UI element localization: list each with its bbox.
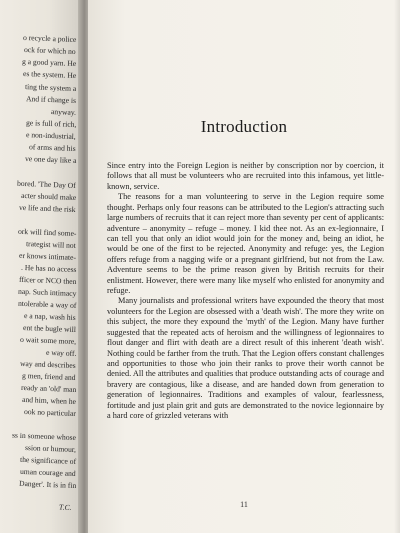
left-page-line: bored. 'The Day Of: [17, 178, 77, 190]
left-page-signature: T.C.: [59, 502, 73, 512]
page-edge-shadow: [394, 0, 400, 533]
left-page: [0, 0, 82, 533]
left-page-line: ge is full of rich,: [25, 118, 77, 129]
left-page-line: ntolerable a way of: [17, 298, 77, 310]
left-page-line: ve life and the risk: [19, 202, 77, 214]
left-page-line: acter should make: [20, 190, 77, 202]
left-page-line: way and describes: [20, 358, 77, 370]
left-page-line: ork will find some-: [17, 226, 77, 238]
body-text: [107, 161, 384, 422]
left-page-line: ting the system a: [24, 82, 77, 93]
left-page-line: And if change is: [25, 94, 77, 105]
left-page-line: uman courage and: [20, 466, 77, 478]
left-page-line: of arms and his: [29, 142, 77, 153]
left-page-line: ssion or humour,: [24, 443, 77, 454]
left-page-line: ve one day like a: [24, 154, 77, 165]
left-page-line: ss in someone whose: [11, 430, 77, 442]
page-number: 11: [240, 500, 248, 509]
left-page-line: ook no particular: [24, 407, 77, 418]
left-page-line: e a nap, wash his: [24, 311, 77, 322]
left-page-line: fficer or NCO then: [18, 274, 77, 286]
left-page-line: . He has no access: [20, 262, 77, 274]
left-page-line: ready an 'old' man: [20, 382, 77, 394]
left-page-line: ent the bugle will: [22, 322, 77, 334]
left-page-line: and him, when he: [21, 394, 77, 406]
left-page-line: nap. Such intimacy: [17, 286, 77, 298]
left-page-line: trategist will not: [26, 239, 77, 250]
left-page-line: Danger'. It is in fin: [18, 478, 77, 490]
paragraph-1: Since entry into the Foreign Legion is neither by conscription nor by coercion, it follows that all must be volunteers who are recruited into this infamous, yet little-known, service.: [107, 161, 384, 191]
left-page-line: e non-industrial,: [26, 130, 77, 141]
left-page-line: g a good yarn. He: [21, 56, 77, 68]
right-page: [88, 0, 400, 533]
left-page-line: o wait some more,: [19, 334, 77, 346]
paragraph-2: The reasons for a man volunteering to serve in the Legion require some thought. Perhaps only four reasons can be attributed to the Legion's attracting such large numbers of recruits that it can reject more than seventy per cent of applicants: adventure – anonymity – refuge – money. I kid thee not. As an ex-legionnaire, I can tell you that only an idiot would join for the money and, being an idiot, he would be one of the first to be rejected. Anonymity and refuge: yes, the Legion offers refuge from a nagging wife or a pregnant girlfriend, but not from the Law. Adventure seems to be the prime reason given by British recruits for their enlistment. However, there were many like myself who enlisted for anonymity and refuge.: [107, 192, 384, 296]
left-page-line: ock for which no: [24, 45, 77, 56]
left-page-line: er knows intimate-: [18, 250, 77, 262]
left-page-line: o recycle a police: [22, 32, 77, 44]
left-page-line: es the system. He: [22, 68, 77, 80]
chapter-heading: Introduction: [200, 117, 288, 136]
left-page-line: g men, friend and: [22, 370, 77, 382]
left-page-line: anyway.: [50, 107, 77, 117]
left-page-line: e way off.: [45, 347, 77, 358]
left-page-line: the significance of: [19, 454, 77, 466]
paragraph-3: Many journalists and professional writers have expounded the theory that most volunteers for the Legion are obsessed with a 'death wish'. The more they write on this subject, the more they expound the 'myth' of the Legion. Many have further suggested that the repeated acts of heroism and the willingness of legionnaires to flout danger and flirt with death are a direct result of this inherent 'death wish'. Nothing could be farther from the truth. That the Legion offers constant challenges and opportunities to those who join their ranks to prove their worth cannot be denied. All the attributes and qualities that produce outstanding acts of courage and bravery are contagious, like a disease, and are handed down from generation to generation of legionnaires. Traditions and examples of valour, fearlessness, fortitude and just plain grit and guts are demonstrated to the novice legionnaire by a hard core of grizzled veterans with: [107, 296, 384, 421]
